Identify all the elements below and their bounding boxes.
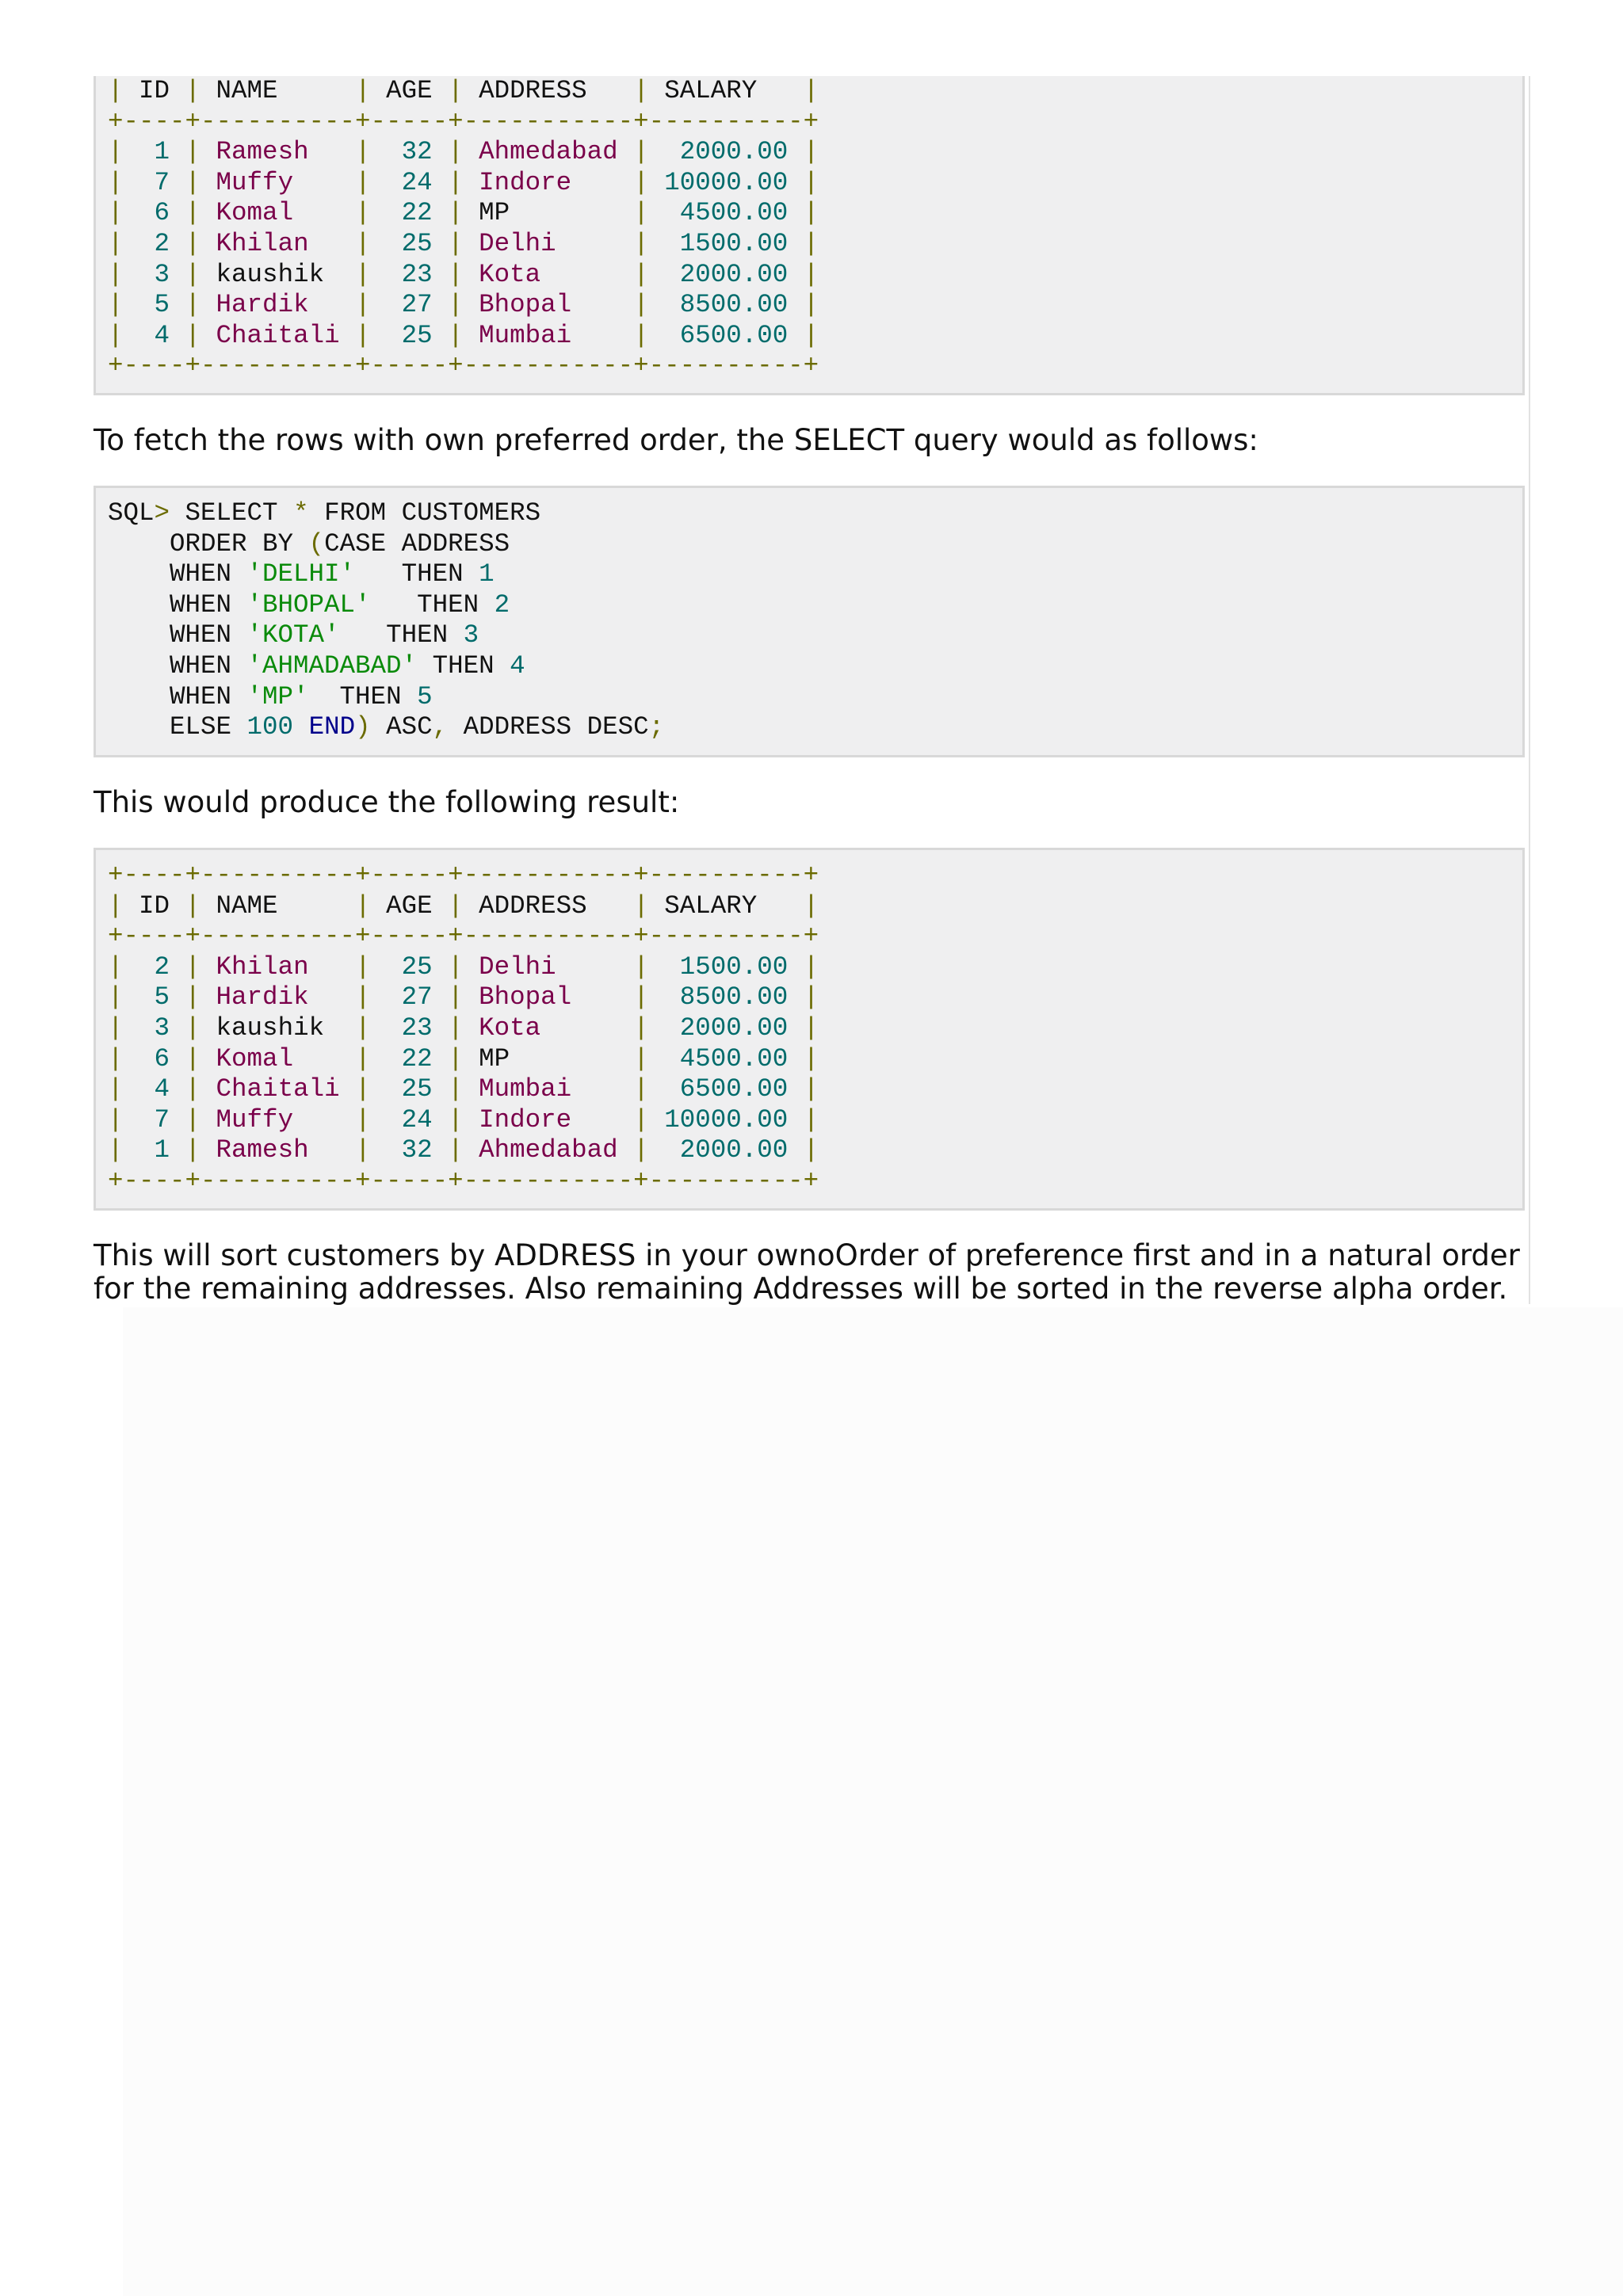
cell-name: kaushik	[200, 1013, 356, 1043]
cell-address: Kota	[463, 1013, 634, 1043]
cell-name: Hardik	[200, 290, 356, 320]
table-pipe: |	[803, 982, 819, 1013]
query-else-line	[108, 712, 1522, 743]
table-pipe: |	[108, 982, 124, 1013]
cell-name: Komal	[200, 1043, 356, 1074]
table-pipe: |	[108, 1074, 124, 1104]
cell-age: 27	[370, 290, 449, 320]
cell-age: 32	[370, 1135, 449, 1165]
cell-name: kaushik	[200, 259, 356, 289]
table-header-cell: AGE	[370, 891, 449, 921]
cell-id: 4	[123, 1074, 185, 1104]
table-pipe: |	[355, 167, 371, 197]
table-pipe: |	[448, 259, 464, 289]
table-pipe: |	[448, 167, 464, 197]
page-background	[123, 1307, 1623, 2296]
table-pipe: |	[803, 952, 819, 982]
table-row	[108, 1013, 1522, 1044]
table-pipe: |	[803, 228, 819, 258]
table-pipe: |	[355, 1013, 371, 1043]
cell-age: 23	[370, 259, 449, 289]
table-pipe: |	[355, 259, 371, 289]
cell-salary: 6500.00	[648, 1074, 804, 1104]
cell-salary: 2000.00	[648, 1135, 804, 1165]
table-border-line	[108, 107, 1522, 138]
table-pipe: |	[633, 228, 649, 258]
table-pipe: |	[355, 76, 371, 105]
table-pipe: |	[108, 891, 124, 921]
table-pipe: |	[108, 290, 124, 320]
table-pipe: |	[448, 76, 464, 105]
sql-keyword: THEN	[339, 620, 464, 650]
sql-end-keyword: END	[308, 712, 356, 742]
table-pipe: |	[448, 1013, 464, 1043]
cell-address: Ahmedabad	[463, 1135, 634, 1165]
result-table-sorted	[94, 848, 1525, 1211]
table-pipe: |	[185, 982, 201, 1013]
sql-semicolon: ;	[648, 712, 665, 742]
sql-number: 2	[494, 589, 510, 620]
table-pipe: |	[803, 1013, 819, 1043]
table-pipe: |	[448, 891, 464, 921]
cell-age: 32	[370, 137, 449, 167]
cell-address: Mumbai	[463, 320, 634, 350]
cell-id: 5	[123, 982, 185, 1013]
sql-keyword: WHEN	[108, 620, 247, 650]
table-pipe: |	[803, 198, 819, 228]
cell-address: Delhi	[463, 952, 634, 982]
cell-id: 2	[123, 952, 185, 982]
cell-id: 2	[123, 228, 185, 258]
table-border-line	[108, 351, 1522, 382]
table-pipe: |	[355, 228, 371, 258]
cell-age: 22	[370, 1043, 449, 1074]
sql-paren: (	[308, 528, 325, 559]
table-pipe: |	[355, 982, 371, 1013]
sql-keyword: THEN	[370, 589, 495, 620]
cell-age: 25	[370, 320, 449, 350]
sql-star: *	[293, 498, 309, 528]
cell-salary: 1500.00	[648, 228, 804, 258]
table-row	[108, 168, 1522, 199]
table-pipe: |	[108, 952, 124, 982]
cell-salary: 10000.00	[648, 1104, 804, 1135]
cell-id: 5	[123, 290, 185, 320]
sql-keyword: WHEN	[108, 559, 247, 589]
query-line	[108, 529, 1522, 560]
table-pipe: |	[803, 1104, 819, 1135]
table-header-cell: ADDRESS	[463, 891, 634, 921]
cell-id: 1	[123, 1135, 185, 1165]
cell-age: 22	[370, 198, 449, 228]
query-when-line	[108, 620, 1522, 651]
table-row	[108, 982, 1522, 1013]
cell-name: Muffy	[200, 167, 356, 197]
cell-address: Indore	[463, 1104, 634, 1135]
cell-age: 27	[370, 982, 449, 1013]
table-border: +----+----------+-----+-----------+----------+	[108, 351, 819, 381]
table-pipe: |	[185, 228, 201, 258]
table-row	[108, 229, 1522, 260]
table-row	[108, 952, 1522, 983]
table-pipe: |	[355, 1135, 371, 1165]
table-pipe: |	[185, 259, 201, 289]
table-row	[108, 198, 1522, 229]
table-pipe: |	[108, 198, 124, 228]
table-pipe: |	[355, 320, 371, 350]
cell-salary: 6500.00	[648, 320, 804, 350]
table-pipe: |	[185, 1043, 201, 1074]
sql-paren: )	[355, 712, 371, 742]
sql-number: 1	[479, 559, 495, 589]
table-pipe: |	[633, 1043, 649, 1074]
cell-name: Ramesh	[200, 137, 356, 167]
table-pipe: |	[448, 320, 464, 350]
table-border: +----+----------+-----+-----------+----------+	[108, 921, 819, 952]
table-header-cell: SALARY	[648, 891, 804, 921]
table-header-cell: AGE	[370, 76, 449, 105]
cell-address: Indore	[463, 167, 634, 197]
table-header-cell: ID	[123, 76, 185, 105]
sql-number: 4	[510, 650, 525, 681]
sql-number: 3	[463, 620, 479, 650]
sql-keyword: THEN	[417, 650, 510, 681]
table-pipe: |	[803, 290, 819, 320]
table-pipe: |	[108, 1104, 124, 1135]
cell-salary: 10000.00	[648, 167, 804, 197]
table-pipe: |	[803, 76, 819, 105]
cell-salary: 2000.00	[648, 1013, 804, 1043]
cell-id: 3	[123, 259, 185, 289]
table-row	[108, 1044, 1522, 1075]
table-pipe: |	[633, 1104, 649, 1135]
cell-address: Bhopal	[463, 982, 634, 1013]
table-pipe: |	[185, 891, 201, 921]
table-pipe: |	[633, 259, 649, 289]
table-pipe: |	[108, 76, 124, 105]
table-border: +----+----------+-----+-----------+----------+	[108, 1165, 819, 1196]
table-pipe: |	[108, 1013, 124, 1043]
sql-keyword: ADDRESS DESC	[448, 712, 649, 742]
paragraph-explanation: This will sort customers by ADDRESS in your ownoOrder of preference first and in a natural order for the remaining addresses. Also remaining Addresses will be sorted in the reverse alpha order.	[94, 1238, 1520, 1306]
table-pipe: |	[355, 137, 371, 167]
table-pipe: |	[803, 1043, 819, 1074]
cell-name: Komal	[200, 198, 356, 228]
query-when-line	[108, 590, 1522, 621]
table-pipe: |	[448, 1104, 464, 1135]
table-border-line	[108, 1166, 1522, 1197]
cell-id: 4	[123, 320, 185, 350]
sql-keyword: ASC	[370, 712, 433, 742]
table-pipe: |	[185, 952, 201, 982]
sql-string: 'KOTA'	[246, 620, 340, 650]
table-pipe: |	[803, 891, 819, 921]
table-pipe: |	[108, 228, 124, 258]
table-pipe: |	[185, 137, 201, 167]
cell-salary: 2000.00	[648, 137, 804, 167]
table-pipe: |	[633, 167, 649, 197]
paragraph-result-intro: This would produce the following result:	[94, 785, 680, 819]
cell-age: 25	[370, 228, 449, 258]
query-when-line	[108, 651, 1522, 682]
table-row	[108, 260, 1522, 291]
table-pipe: |	[108, 137, 124, 167]
sql-prompt-symbol: >	[154, 498, 170, 528]
table-row	[108, 1105, 1522, 1136]
table-pipe: |	[448, 228, 464, 258]
cell-address: Bhopal	[463, 290, 634, 320]
table-row	[108, 1135, 1522, 1166]
cell-salary: 1500.00	[648, 952, 804, 982]
table-pipe: |	[185, 1013, 201, 1043]
table-pipe: |	[355, 1104, 371, 1135]
table-pipe: |	[185, 167, 201, 197]
cell-name: Ramesh	[200, 1135, 356, 1165]
sql-prompt: SQL	[108, 498, 155, 528]
table-pipe: |	[448, 982, 464, 1013]
cell-salary: 2000.00	[648, 259, 804, 289]
table-row	[108, 321, 1522, 352]
cell-id: 6	[123, 1043, 185, 1074]
sql-keyword: WHEN	[108, 681, 247, 711]
table-pipe: |	[185, 1135, 201, 1165]
table-pipe: |	[108, 1043, 124, 1074]
table-pipe: |	[803, 1074, 819, 1104]
table-pipe: |	[633, 952, 649, 982]
table-pipe: |	[355, 952, 371, 982]
table-pipe: |	[185, 76, 201, 105]
table-border-line	[108, 921, 1522, 952]
table-header-cell: ADDRESS	[463, 76, 634, 105]
table-header	[108, 891, 1522, 922]
cell-name: Chaitali	[200, 320, 356, 350]
cell-name: Khilan	[200, 952, 356, 982]
table-pipe: |	[803, 1135, 819, 1165]
table-header-cell: ID	[123, 891, 185, 921]
table-pipe: |	[185, 320, 201, 350]
table-row	[108, 137, 1522, 168]
cell-address: Ahmedabad	[463, 137, 634, 167]
sql-string: 'DELHI'	[246, 559, 356, 589]
sql-number: 100	[246, 712, 294, 742]
cell-age: 24	[370, 167, 449, 197]
cell-id: 6	[123, 198, 185, 228]
table-pipe: |	[633, 137, 649, 167]
table-pipe: |	[448, 952, 464, 982]
cell-salary: 8500.00	[648, 982, 804, 1013]
table-header	[108, 76, 1522, 107]
sql-keyword: FROM CUSTOMERS	[308, 498, 541, 528]
table-pipe: |	[633, 1013, 649, 1043]
table-pipe: |	[448, 290, 464, 320]
cell-address: Mumbai	[463, 1074, 634, 1104]
cell-age: 25	[370, 1074, 449, 1104]
cell-id: 7	[123, 1104, 185, 1135]
paragraph-fetch-intro: To fetch the rows with own preferred order, the SELECT query would as follows:	[94, 423, 1258, 457]
table-pipe: |	[185, 1074, 201, 1104]
sql-comma: ,	[432, 712, 449, 742]
sql-number: 5	[417, 681, 433, 711]
sql-keyword: SELECT	[170, 498, 294, 528]
table-pipe: |	[448, 1043, 464, 1074]
table-pipe: |	[803, 259, 819, 289]
cell-id: 7	[123, 167, 185, 197]
cell-name: Muffy	[200, 1104, 356, 1135]
cell-address: Kota	[463, 259, 634, 289]
table-pipe: |	[185, 1104, 201, 1135]
sql-keyword: WHEN	[108, 650, 247, 681]
cell-salary: 8500.00	[648, 290, 804, 320]
sql-string: 'BHOPAL'	[246, 589, 371, 620]
table-pipe: |	[355, 290, 371, 320]
cell-age: 25	[370, 952, 449, 982]
table-border: +----+----------+-----+-----------+----------+	[108, 106, 819, 136]
table-pipe: |	[803, 167, 819, 197]
table-pipe: |	[185, 290, 201, 320]
cell-id: 1	[123, 137, 185, 167]
sql-keyword: WHEN	[108, 589, 247, 620]
table-pipe: |	[633, 891, 649, 921]
sql-query-block	[94, 486, 1525, 757]
table-pipe: |	[633, 1135, 649, 1165]
result-table-initial	[94, 76, 1525, 395]
table-pipe: |	[803, 137, 819, 167]
table-pipe: |	[355, 1043, 371, 1074]
table-pipe: |	[633, 320, 649, 350]
table-pipe: |	[108, 259, 124, 289]
table-header-cell: SALARY	[648, 76, 804, 105]
table-pipe: |	[355, 1074, 371, 1104]
table-pipe: |	[108, 1135, 124, 1165]
cell-salary: 4500.00	[648, 198, 804, 228]
cell-salary: 4500.00	[648, 1043, 804, 1074]
table-pipe: |	[185, 198, 201, 228]
document-content	[94, 76, 1529, 1306]
cell-age: 24	[370, 1104, 449, 1135]
table-row	[108, 1074, 1522, 1105]
query-when-line	[108, 559, 1522, 590]
table-pipe: |	[803, 320, 819, 350]
cell-id: 3	[123, 1013, 185, 1043]
table-pipe: |	[448, 1135, 464, 1165]
table-row	[108, 290, 1522, 321]
cell-age: 23	[370, 1013, 449, 1043]
sql-string: 'MP'	[246, 681, 309, 711]
query-when-line	[108, 682, 1522, 713]
table-border: +----+----------+-----+-----------+----------+	[108, 860, 819, 890]
cell-address: MP	[463, 198, 634, 228]
sql-space	[293, 712, 309, 742]
table-pipe: |	[633, 290, 649, 320]
cell-name: Chaitali	[200, 1074, 356, 1104]
sql-keyword: CASE ADDRESS	[324, 528, 510, 559]
table-pipe: |	[355, 891, 371, 921]
table-pipe: |	[633, 198, 649, 228]
cell-address: Delhi	[463, 228, 634, 258]
table-pipe: |	[448, 137, 464, 167]
table-header-cell: NAME	[200, 891, 356, 921]
sql-keyword: THEN	[308, 681, 418, 711]
table-border-line	[108, 860, 1522, 891]
table-pipe: |	[355, 198, 371, 228]
sql-keyword: ELSE	[108, 712, 247, 742]
table-pipe: |	[633, 76, 649, 105]
sql-keyword: ORDER BY	[108, 528, 309, 559]
table-pipe: |	[448, 198, 464, 228]
sql-string: 'AHMADABAD'	[246, 650, 418, 681]
sql-keyword: THEN	[355, 559, 479, 589]
table-pipe: |	[108, 167, 124, 197]
query-line	[108, 498, 1522, 529]
table-pipe: |	[633, 982, 649, 1013]
table-header-cell: NAME	[200, 76, 356, 105]
table-pipe: |	[633, 1074, 649, 1104]
cell-name: Khilan	[200, 228, 356, 258]
table-pipe: |	[108, 320, 124, 350]
cell-name: Hardik	[200, 982, 356, 1013]
table-pipe: |	[448, 1074, 464, 1104]
cell-address: MP	[463, 1043, 634, 1074]
